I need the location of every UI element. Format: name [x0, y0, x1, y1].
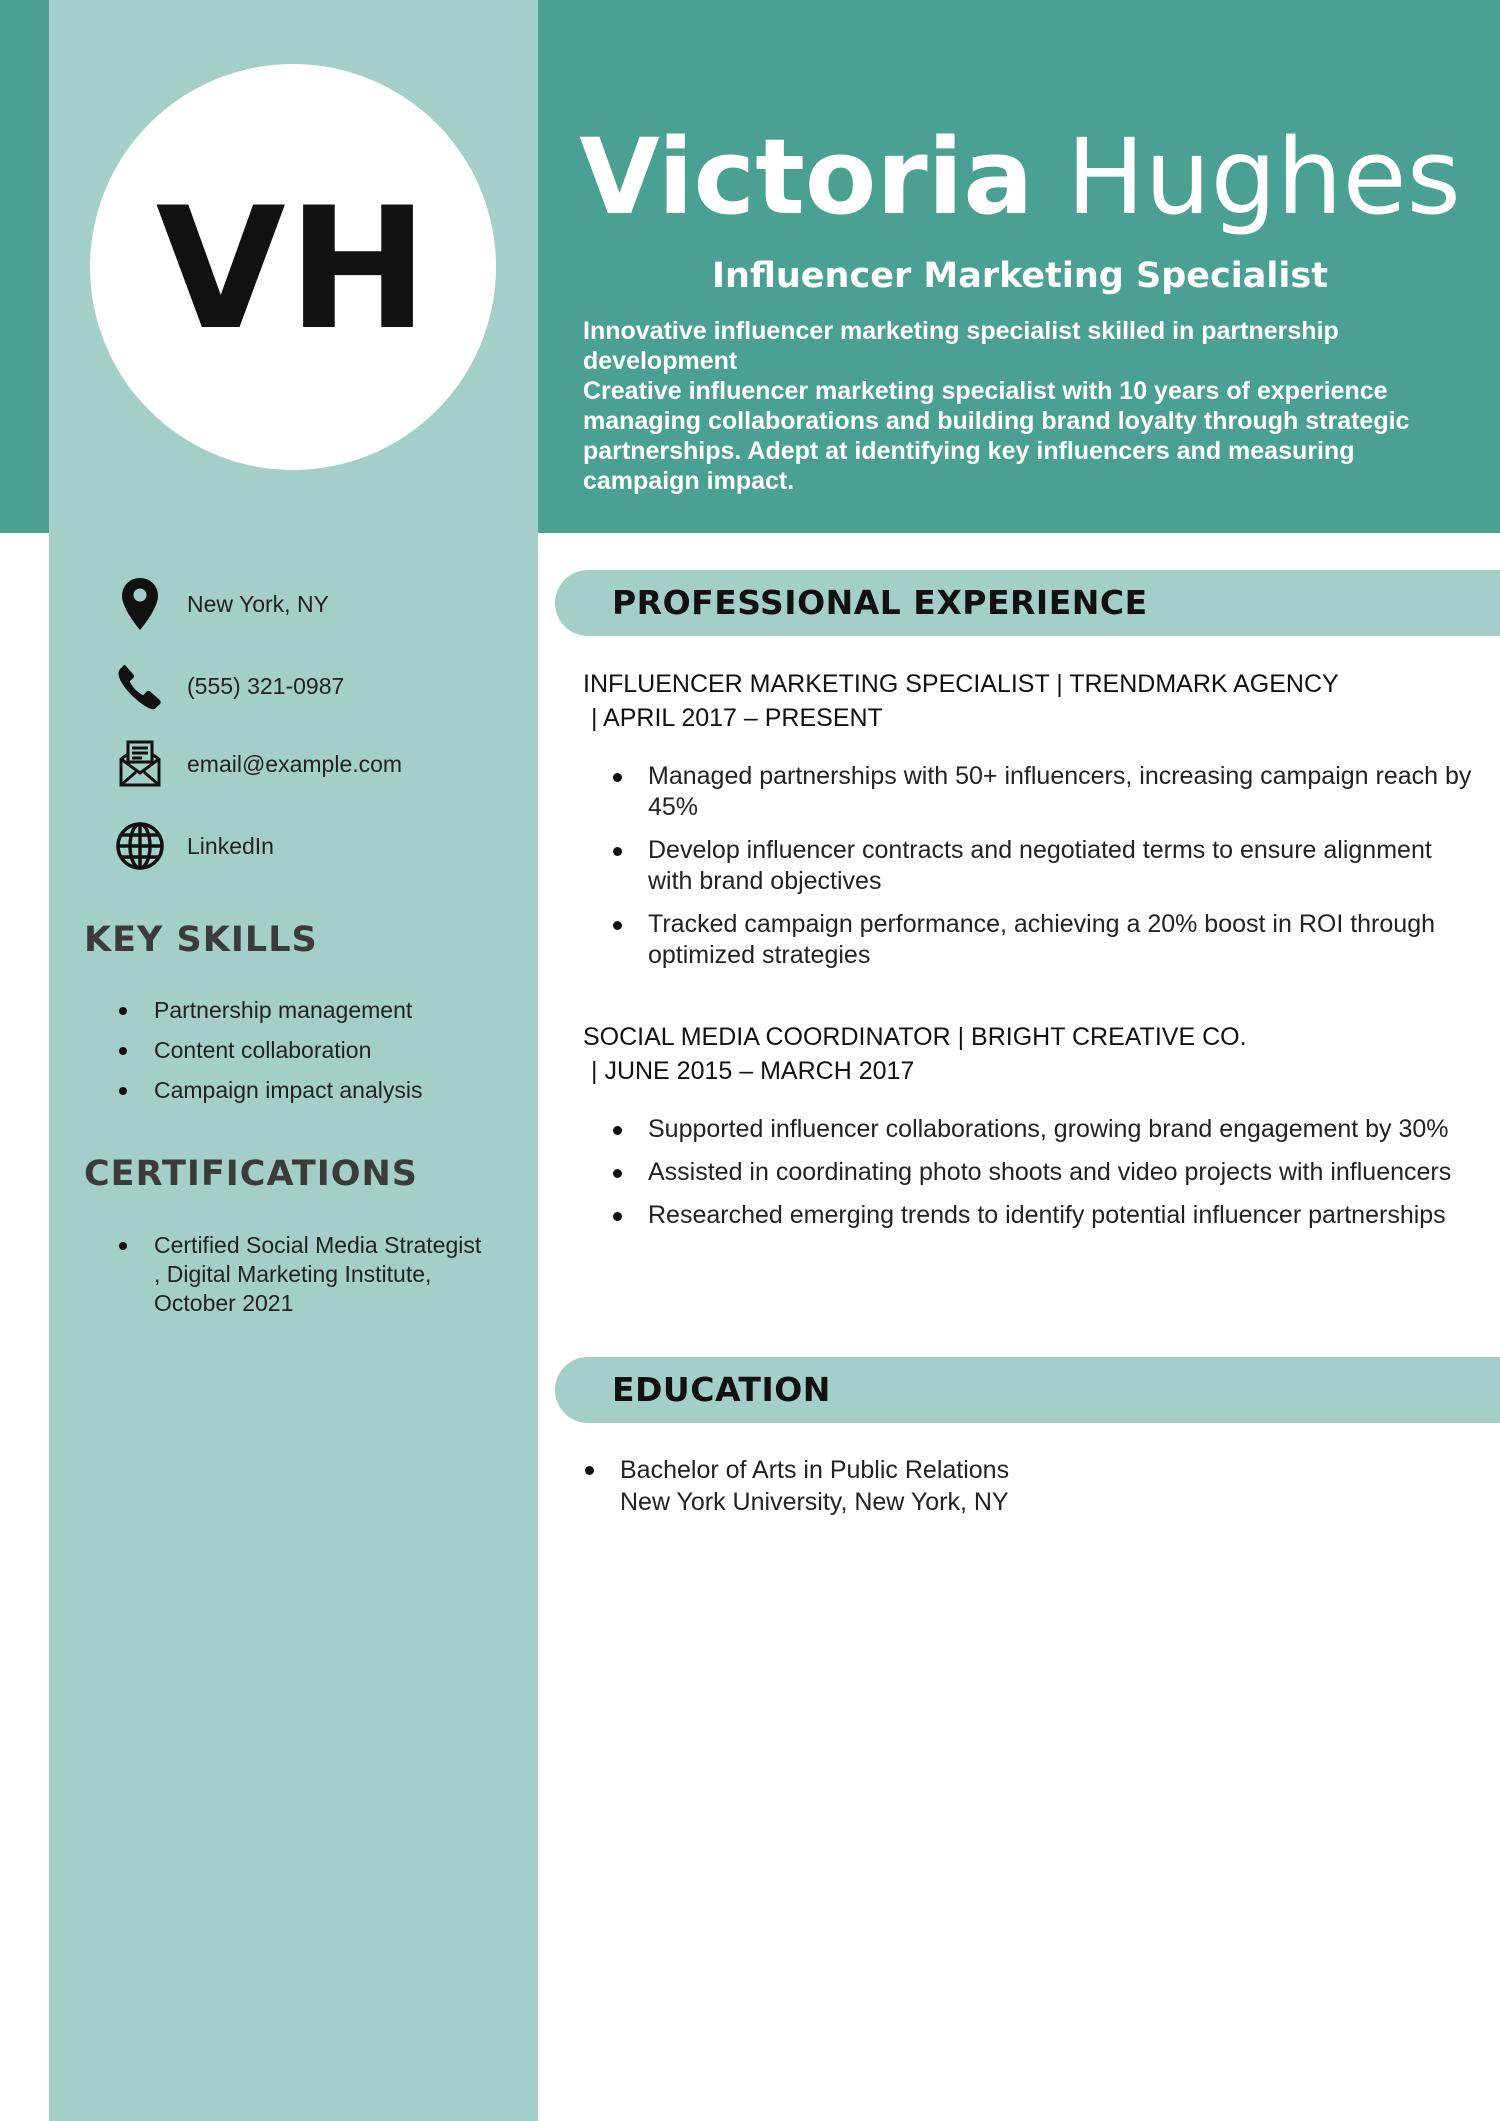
- list-item: Campaign impact analysis: [112, 1076, 512, 1105]
- envelope-icon: [112, 736, 168, 792]
- job-title-line: INFLUENCER MARKETING SPECIALIST | TRENDMARK AGENCY: [583, 670, 1339, 698]
- education-section-header: [555, 1357, 1500, 1423]
- map-pin-icon: [112, 576, 168, 632]
- list-item: [583, 1454, 1463, 1518]
- education-heading: EDUCATION: [612, 1370, 831, 1409]
- list-item: Develop influencer contracts and negotiated terms to ensure alignment with brand objectives: [583, 835, 1483, 897]
- job-bullets: [583, 761, 1483, 983]
- school: New York University, New York, NY: [620, 1488, 1009, 1516]
- phone-text[interactable]: (555) 321-0987: [187, 672, 345, 699]
- skills-list: [112, 996, 512, 1105]
- monogram-initials: VH: [155, 171, 431, 367]
- job-header: [583, 1020, 1463, 1088]
- degree: Bachelor of Arts in Public Relations: [620, 1456, 1010, 1484]
- list-item: Partnership management: [112, 996, 512, 1025]
- list-item: Content collaboration: [112, 1036, 512, 1065]
- contact-location: [112, 574, 329, 634]
- job-date-line: | APRIL 2017 – PRESENT: [591, 704, 883, 732]
- monogram-avatar: [90, 64, 496, 470]
- location-text: New York, NY: [187, 590, 329, 617]
- summary-line: Creative influencer marketing specialist with 10 years of experience managing collaborations and building brand loyalty through strategic partnerships. Adept at identifying key influencers and measuring campaign impact.: [583, 377, 1410, 495]
- list-item: Assisted in coordinating photo shoots and video projects with influencers: [583, 1157, 1483, 1188]
- contact-email: [112, 734, 402, 794]
- candidate-name: [540, 112, 1500, 242]
- job-title: Influencer Marketing Specialist: [712, 256, 1328, 296]
- email-text[interactable]: email@example.com: [187, 750, 403, 777]
- first-name: Victoria: [579, 116, 1034, 238]
- experience-heading: PROFESSIONAL EXPERIENCE: [612, 583, 1148, 622]
- contact-linkedin: [112, 816, 274, 876]
- profile-summary: [583, 316, 1463, 496]
- contact-phone: [112, 656, 344, 716]
- job-bullets: [583, 1114, 1483, 1243]
- certifications-list: [112, 1231, 482, 1318]
- experience-section-header: [555, 570, 1500, 636]
- linkedin-link[interactable]: LinkedIn: [187, 832, 274, 859]
- skills-heading: KEY SKILLS: [84, 920, 318, 960]
- job-header: [583, 667, 1463, 735]
- last-name: Hughes: [1066, 116, 1461, 238]
- list-item: Tracked campaign performance, achieving a 20% boost in ROI through optimized strategies: [583, 909, 1483, 971]
- job-title-line: SOCIAL MEDIA COORDINATOR | BRIGHT CREATIVE CO.: [583, 1023, 1247, 1051]
- certifications-heading: CERTIFICATIONS: [84, 1154, 419, 1194]
- list-item: Supported influencer collaborations, growing brand engagement by 30%: [583, 1114, 1483, 1145]
- globe-icon: [112, 818, 168, 874]
- job-date-line: | JUNE 2015 – MARCH 2017: [591, 1057, 915, 1085]
- phone-icon: [112, 658, 168, 714]
- list-item: Researched emerging trends to identify potential influencer partnerships: [583, 1200, 1483, 1231]
- summary-line: Innovative influencer marketing specialist skilled in partnership development: [583, 317, 1339, 375]
- list-item: Managed partnerships with 50+ influencers, increasing campaign reach by 45%: [583, 761, 1483, 823]
- education-list: [583, 1454, 1463, 1518]
- list-item: Certified Social Media Strategist , Digital Marketing Institute, October 2021: [112, 1231, 482, 1318]
